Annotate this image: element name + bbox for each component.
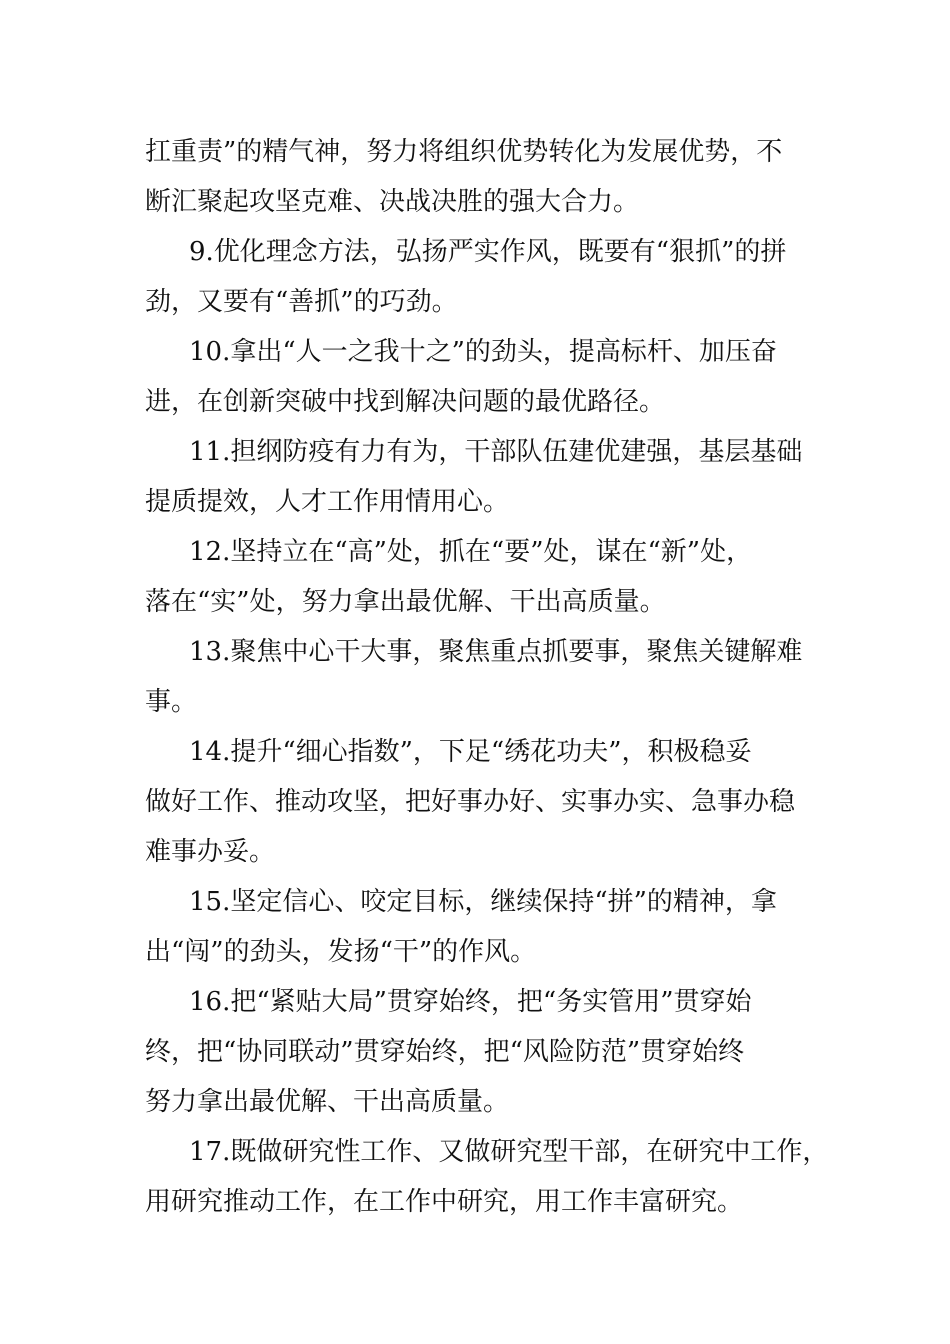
list-item-17-line: 用研究推动工作，在工作中研究，用工作丰富研究。 <box>145 1187 744 1217</box>
list-item-10-line: 进，在创新突破中找到解决问题的最优路径。 <box>145 387 666 417</box>
paragraph-line: 断汇聚起攻坚克难、决战决胜的强大合力。 <box>145 187 640 217</box>
list-item-16-line: 努力拿出最优解、干出高质量。 <box>145 1087 510 1117</box>
paragraph-line: 扛重责”的精气神，努力将组织优势转化为发展优势，不 <box>145 137 783 167</box>
list-item-15-line: 出“闯”的劲头，发扬“干”的作风。 <box>145 937 537 967</box>
list-item-11-line: 11.担纲防疫有力有为，干部队伍建优建强，基层基础 <box>189 437 803 467</box>
list-item-12-line: 落在“实”处，努力拿出最优解、干出高质量。 <box>145 587 666 617</box>
list-item-9-line: 9.优化理念方法，弘扬严实作风，既要有“狠抓”的拼 <box>189 237 787 267</box>
list-item-16-line: 终，把“协同联动”贯穿始终，把“风险防范”贯穿始终 <box>145 1037 745 1067</box>
list-item-16-line: 16.把“紧贴大局”贯穿始终，把“务实管用”贯穿始 <box>189 987 752 1017</box>
list-item-14-line: 14.提升“细心指数”，下足“绣花功夫”，积极稳妥 <box>189 737 752 767</box>
list-item-17-line: 17.既做研究性工作、又做研究型干部，在研究中工作， <box>189 1137 829 1167</box>
list-item-11-line: 提质提效，人才工作用情用心。 <box>145 487 510 517</box>
list-item-14-line: 难事办妥。 <box>145 837 276 867</box>
list-item-13-line: 13.聚焦中心干大事，聚焦重点抓要事，聚焦关键解难 <box>189 637 803 667</box>
list-item-12-line: 12.坚持立在“高”处，抓在“要”处，谋在“新”处， <box>189 537 753 567</box>
list-item-9-line: 劲，又要有“善抓”的巧劲。 <box>145 287 458 317</box>
list-item-13-line: 事。 <box>145 687 198 717</box>
list-item-14-line: 做好工作、推动攻坚，把好事办好、实事办实、急事办稳 <box>145 787 796 817</box>
list-item-10-line: 10.拿出“人一之我十之”的劲头，提高标杆、加压奋 <box>189 337 777 367</box>
list-item-15-line: 15.坚定信心、咬定目标，继续保持“拼”的精神，拿 <box>189 887 777 917</box>
